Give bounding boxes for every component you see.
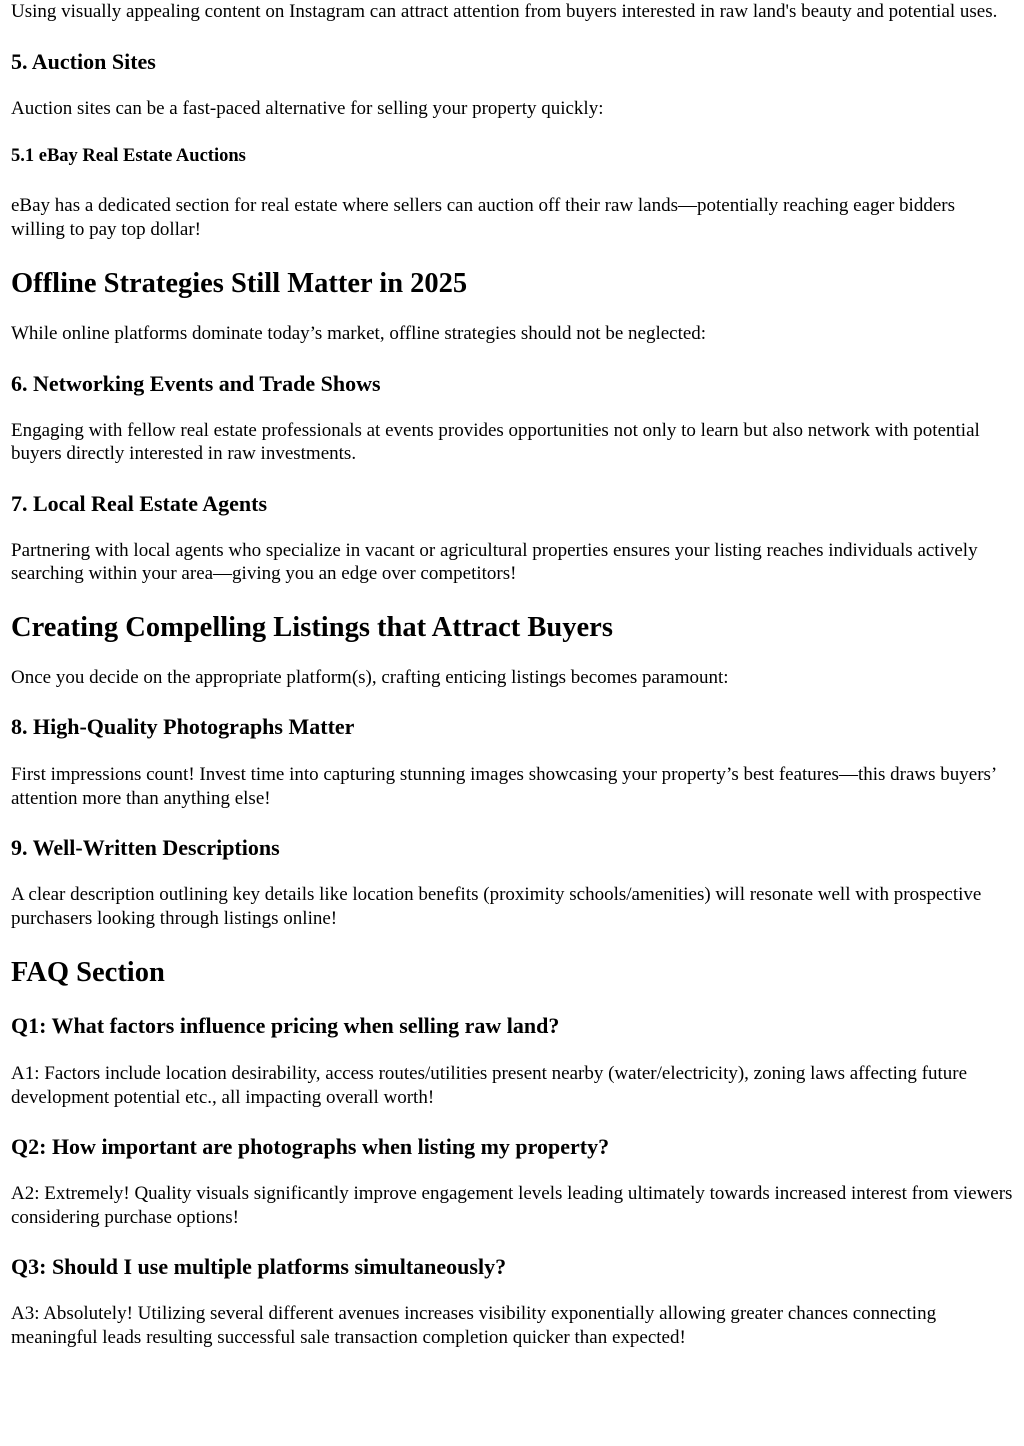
local-agents-paragraph: Partnering with local agents who specialize in vacant or agricultural properties ensures your listing reaches individuals actively searching within your area—giving you an edge over competitors!	[11, 539, 978, 584]
networking-events-paragraph: Engaging with fellow real estate professionals at events provides opportunities not only to learn but also network with potential buyers directly interested in raw investments.	[11, 419, 980, 464]
faq-heading: FAQ Section	[11, 957, 165, 988]
compelling-listings-paragraph: Once you decide on the appropriate platform(s), crafting enticing listings becomes paramount:	[11, 666, 729, 688]
auction-sites-heading: 5. Auction Sites	[11, 48, 156, 74]
faq-question: Q3: Should I use multiple platforms simultaneously?	[11, 1254, 507, 1279]
descriptions-heading: 9. Well-Written Descriptions	[11, 835, 280, 860]
photographs-paragraph: First impressions count! Invest time into capturing stunning images showcasing your property’s best features—this draws buyers’ attention more than anything else!	[11, 764, 996, 809]
offline-strategies-heading: Offline Strategies Still Matter in 2025	[11, 268, 468, 299]
instagram-paragraph: Using visually appealing content on Instagram can attract attention from buyers interested in raw land's beauty and potential uses.	[11, 1, 998, 22]
faq-question: Q1: What factors influence pricing when selling raw land?	[11, 1013, 560, 1038]
ebay-auctions-heading: 5.1 eBay Real Estate Auctions	[11, 146, 246, 166]
networking-events-heading: 6. Networking Events and Trade Shows	[11, 370, 381, 396]
faq-answer: A2: Extremely! Quality visuals significantly improve engagement levels leading ultimately towards increased interest from viewers considering purchase options!	[11, 1183, 1013, 1228]
local-agents-heading: 7. Local Real Estate Agents	[11, 490, 268, 516]
photographs-heading: 8. High-Quality Photographs Matter	[11, 714, 355, 739]
auction-sites-paragraph: Auction sites can be a fast-paced alternative for selling your property quickly:	[11, 97, 604, 119]
faq-answer: A1: Factors include location desirability, access routes/utilities present nearby (water/electricity), zoning laws affecting future development potential etc., all impacting overall worth!	[11, 1063, 968, 1108]
ebay-auctions-paragraph: eBay has a dedicated section for real estate where sellers can auction off their raw lands—potentially reaching eager bidders willing to pay top dollar!	[11, 195, 955, 240]
faq-question: Q2: How important are photographs when listing my property?	[11, 1134, 610, 1159]
offline-strategies-paragraph: While online platforms dominate today’s market, offline strategies should not be neglected:	[11, 323, 707, 344]
faq-answer: A3: Absolutely! Utilizing several different avenues increases visibility exponentially allowing greater chances connecting meaningful leads resulting successful sale transaction completion quicker than expected!	[11, 1303, 937, 1348]
compelling-listings-heading: Creating Compelling Listings that Attract Buyers	[11, 611, 613, 643]
descriptions-paragraph: A clear description outlining key details like location benefits (proximity schools/amenities) will resonate well with prospective purchasers looking through listings online!	[11, 884, 982, 929]
